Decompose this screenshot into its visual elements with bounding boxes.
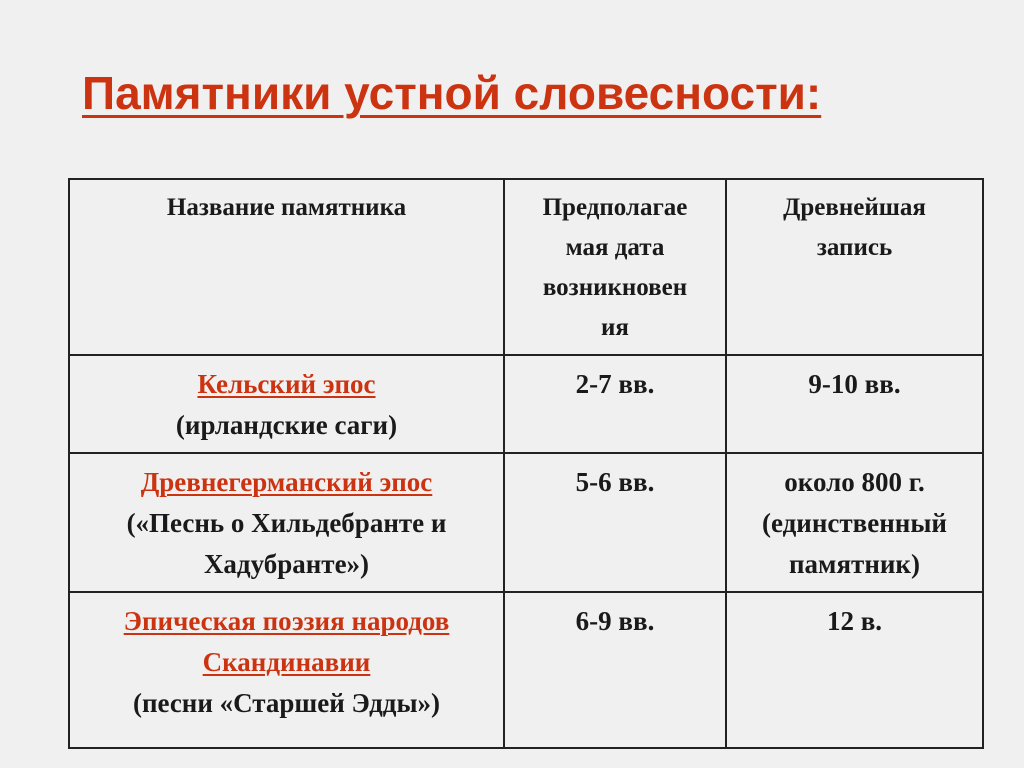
table-row — [69, 355, 983, 453]
header-record-line: запись — [816, 234, 893, 261]
monument-title-link[interactable]: Кельский эпос — [197, 369, 376, 399]
origin-date: 5-6 вв. — [575, 467, 655, 497]
earliest-record: 9-10 вв. — [808, 369, 901, 399]
monument-subtitle: («Песнь о Хильдебранте и — [126, 508, 447, 538]
header-name-label: Название памятника — [166, 194, 407, 221]
header-name — [69, 179, 504, 355]
origin-date-cell — [504, 592, 726, 748]
monument-name-cell — [69, 592, 504, 748]
earliest-record: 12 в. — [826, 606, 883, 636]
header-date-line: мая дата — [565, 234, 665, 261]
monument-name-cell — [69, 355, 504, 453]
header-date-line: Предполагае — [542, 194, 688, 221]
header-date — [504, 179, 726, 355]
header-record-line: Древнейшая — [783, 194, 926, 221]
header-date-line: ия — [601, 314, 629, 341]
origin-date: 6-9 вв. — [575, 606, 655, 636]
monument-title-link[interactable]: Скандинавии — [202, 647, 371, 677]
origin-date: 2-7 вв. — [575, 369, 655, 399]
earliest-record-cell — [726, 592, 983, 748]
earliest-record: памятник) — [789, 549, 920, 579]
monument-title-link[interactable]: Древнегерманский эпос — [140, 467, 433, 497]
monument-subtitle: (ирландские саги) — [175, 410, 398, 440]
header-record — [726, 179, 983, 355]
slide-title: Памятники устной словесности: — [82, 67, 822, 119]
earliest-record-cell — [726, 355, 983, 453]
monuments-table — [68, 178, 984, 749]
origin-date-cell — [504, 355, 726, 453]
origin-date-cell — [504, 453, 726, 592]
table-row — [69, 592, 983, 748]
table-row — [69, 453, 983, 592]
header-date-line: возникновен — [542, 274, 688, 301]
monument-name-cell — [69, 453, 504, 592]
table-header-row — [69, 179, 983, 355]
earliest-record: около 800 г. — [784, 467, 925, 497]
monument-subtitle: Хадубранте») — [203, 549, 370, 579]
monument-title-link[interactable]: Эпическая поэзия народов — [123, 606, 450, 636]
earliest-record: (единственный — [762, 508, 947, 538]
earliest-record-cell — [726, 453, 983, 592]
monument-subtitle: (песни «Старшей Эдды») — [132, 688, 441, 718]
